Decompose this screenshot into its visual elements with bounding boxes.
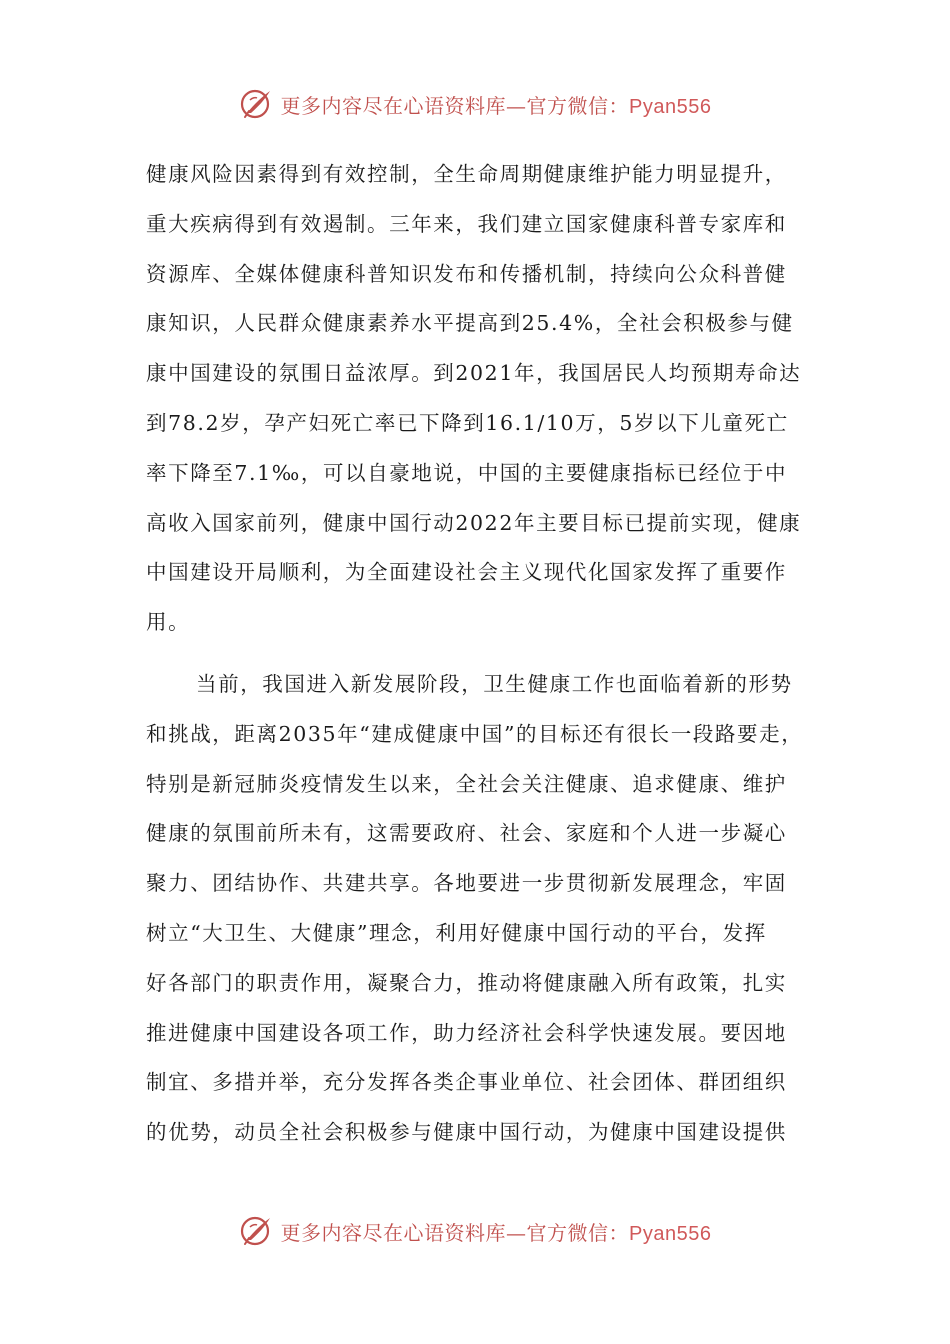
text-line: 康知识，人民群众健康素养水平提高到25.4%，全社会积极参与健 [146, 311, 794, 336]
text-line: 中国建设开局顺利，为全面建设社会主义现代化国家发挥了重要作 [146, 560, 787, 585]
paragraph-2 [146, 660, 811, 1158]
text-line: 和挑战，距离2035年“建成健康中国”的目标还有很长一段路要走， [146, 721, 804, 746]
text-line: 制宜、多措并举，充分发挥各类企事业单位、社会团体、群团组织 [146, 1070, 787, 1095]
text-line: 特别是新冠肺炎疫情发生以来，全社会关注健康、追求健康、维护 [146, 771, 787, 796]
text-line: 聚力、团结协作、共建共享。各地要进一步贯彻新发展理念，牢固 [146, 871, 787, 896]
text-line: 率下降至7.1‰，可以自豪地说，中国的主要健康指标已经位于中 [146, 460, 788, 485]
text-line: 健康风险因素得到有效控制，全生命周期健康维护能力明显提升， [146, 162, 787, 186]
header-banner [0, 82, 950, 126]
footer-wechat-handle: Pyan556 [629, 1222, 712, 1245]
text-line: 树立“大卫生、大健康”理念，利用好健康中国行动的平台，发挥 [146, 920, 767, 945]
header-wechat-handle: Pyan556 [629, 95, 712, 118]
text-line: 高收入国家前列，健康中国行动2022年主要目标已提前实现，健康 [146, 510, 802, 535]
text-line: 的优势，动员全社会积极参与健康中国行动，为健康中国建设提供 [146, 1120, 787, 1145]
text-line: 健康的氛围前所未有，这需要政府、社会、家庭和个人进一步凝心 [146, 821, 787, 846]
document-body [146, 150, 811, 1158]
header-banner-text: 更多内容尽在心语资料库—官方微信：Pyan556 [280, 93, 712, 118]
quill-pen-logo-icon [239, 1213, 275, 1249]
paragraph-1 [146, 150, 811, 648]
text-line: 推进健康中国建设各项工作，助力经济社会科学快速发展。要因地 [146, 1020, 787, 1045]
text-line: 好各部门的职责作用，凝聚合力，推动将健康融入所有政策，扎实 [146, 970, 787, 995]
footer-banner [0, 1209, 950, 1253]
text-line: 重大疾病得到有效遏制。三年来，我们建立国家健康科普专家库和 [146, 211, 787, 236]
text-line: 到78.2岁，孕产妇死亡率已下降到16.1/10万，5岁以下儿童死亡 [146, 410, 789, 435]
text-line: 资源库、全媒体健康科普知识发布和传播机制，持续向公众科普健 [146, 261, 787, 286]
quill-pen-logo-icon [239, 86, 275, 122]
footer-banner-text: 更多内容尽在心语资料库—官方微信：Pyan556 [280, 1220, 712, 1245]
text-line: 当前，我国进入新发展阶段，卫生健康工作也面临着新的形势 [196, 671, 793, 696]
text-line: 用。 [146, 610, 191, 635]
text-line: 康中国建设的氛围日益浓厚。到2021年，我国居民人均预期寿命达 [146, 361, 802, 386]
